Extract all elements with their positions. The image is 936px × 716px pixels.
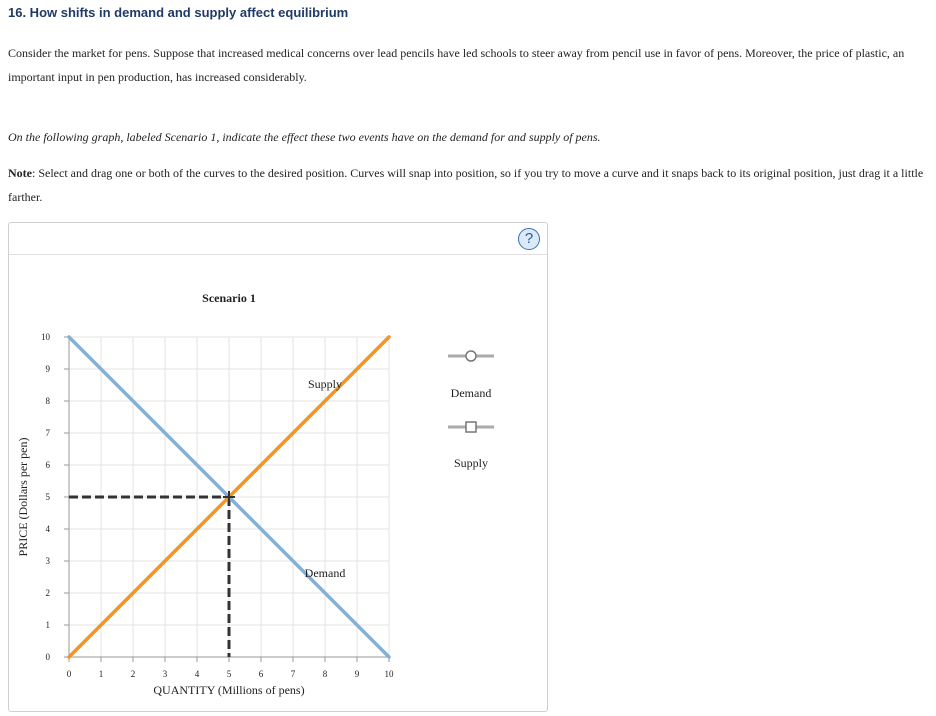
legend-demand-label: Demand	[450, 386, 492, 400]
y-axis-label: PRICE (Dollars per pen)	[16, 437, 30, 557]
demand-curve-label: Demand	[304, 566, 346, 580]
y-tick-label: 1	[45, 620, 50, 630]
x-axis-label: QUANTITY (Millions of pens)	[153, 683, 305, 697]
x-tick-label: 4	[194, 669, 200, 679]
y-tick-label: 7	[45, 428, 50, 438]
x-tick-label: 9	[354, 669, 360, 679]
y-tick-label: 9	[45, 364, 50, 374]
x-tick-label: 0	[66, 669, 72, 679]
note-label: Note	[8, 166, 32, 180]
y-tick-label: 0	[45, 652, 50, 662]
legend	[448, 351, 494, 470]
legend-supply-label: Supply	[453, 456, 489, 470]
x-tick-label: 8	[322, 669, 328, 679]
y-tick-label: 3	[45, 556, 50, 566]
x-tick-label: 10	[384, 669, 394, 679]
supply-curve-label: Supply	[307, 377, 343, 392]
legend-demand-tool[interactable]	[448, 351, 494, 361]
help-icon[interactable]: ?	[518, 228, 540, 250]
x-tick-label: 1	[98, 669, 104, 679]
y-tick-label: 10	[41, 332, 50, 342]
note-text: : Select and drag one or both of the curves to the desired position. Curves will snap into position, so if you try to move a curve and it snaps back to its original position, just drag it a little farther.	[8, 166, 924, 204]
square-handle-icon	[466, 422, 476, 432]
question-title: 16. How shifts in demand and supply affect equilibrium	[8, 5, 349, 20]
y-tick-label: 4	[45, 524, 50, 534]
x-tick-label: 7	[290, 669, 296, 679]
y-tick-label: 8	[45, 396, 50, 406]
circle-handle-icon	[466, 351, 476, 361]
x-tick-label: 5	[226, 669, 232, 679]
legend-supply-tool[interactable]	[448, 422, 494, 432]
y-tick-label: 5	[45, 492, 50, 502]
y-tick-label: 6	[45, 460, 50, 470]
x-tick-label: 3	[162, 669, 168, 679]
y-tick-label: 2	[45, 588, 50, 598]
x-tick-label: 6	[258, 669, 264, 679]
question-instruction: On the following graph, labeled Scenario 1, indicate the effect these two events have on the demand for and supply of pens.	[8, 130, 601, 144]
x-tick-label: 2	[130, 669, 136, 679]
chart-title: Scenario 1	[202, 291, 256, 305]
question-intro: Consider the market for pens. Suppose that increased medical concerns over lead pencils have led schools to steer away from pencil use in favor of pens. Moreover, the price of plastic, an important input in pen production, has increased considerably.	[8, 46, 905, 84]
